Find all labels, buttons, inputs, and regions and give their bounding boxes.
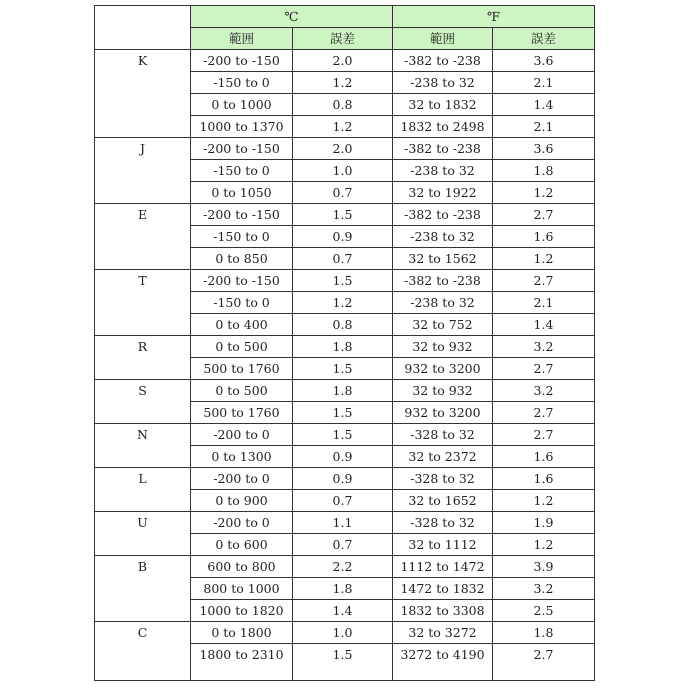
fahrenheit-error-cell: 3.2 <box>493 380 595 402</box>
table-row <box>95 556 595 578</box>
table-row <box>95 336 595 358</box>
celsius-error-cell: 1.5 <box>293 644 393 681</box>
celsius-error-cell: 0.9 <box>293 446 393 468</box>
celsius-range-cell: -200 to 0 <box>191 468 293 490</box>
celsius-error-cell: 0.9 <box>293 468 393 490</box>
fahrenheit-range-cell: -382 to -238 <box>393 270 493 292</box>
celsius-error-cell: 0.7 <box>293 248 393 270</box>
thermocouple-type: C <box>95 622 191 681</box>
fahrenheit-range-cell: 1832 to 2498 <box>393 116 493 138</box>
fahrenheit-error-cell: 3.6 <box>493 138 595 160</box>
celsius-error-cell: 1.1 <box>293 512 393 534</box>
celsius-range-cell: -150 to 0 <box>191 160 293 182</box>
table-row <box>95 468 595 490</box>
table-row <box>95 204 595 226</box>
celsius-error-cell: 1.2 <box>293 292 393 314</box>
celsius-range-cell: 800 to 1000 <box>191 578 293 600</box>
fahrenheit-range-cell: -382 to -238 <box>393 204 493 226</box>
fahrenheit-error-cell: 1.4 <box>493 314 595 336</box>
fahrenheit-error-cell: 2.7 <box>493 270 595 292</box>
fahrenheit-error-cell: 2.1 <box>493 72 595 94</box>
celsius-error-cell: 2.2 <box>293 556 393 578</box>
table-row <box>95 50 595 72</box>
fahrenheit-error-cell: 2.7 <box>493 644 595 681</box>
celsius-error-cell: 0.8 <box>293 94 393 116</box>
fahrenheit-range-cell: 1112 to 1472 <box>393 556 493 578</box>
celsius-error-cell: 1.2 <box>293 72 393 94</box>
celsius-range-cell: -150 to 0 <box>191 226 293 248</box>
celsius-error-cell: 0.8 <box>293 314 393 336</box>
fahrenheit-error-cell: 2.5 <box>493 600 595 622</box>
fahrenheit-error-cell: 1.9 <box>493 512 595 534</box>
fahrenheit-error-cell: 3.2 <box>493 578 595 600</box>
fahrenheit-range-cell: 32 to 932 <box>393 336 493 358</box>
thermocouple-type: E <box>95 204 191 270</box>
fahrenheit-range-cell: -238 to 32 <box>393 160 493 182</box>
fahrenheit-error-cell: 1.2 <box>493 248 595 270</box>
fahrenheit-range-cell: 1472 to 1832 <box>393 578 493 600</box>
fahrenheit-error-cell: 2.7 <box>493 402 595 424</box>
fahrenheit-error-cell: 1.4 <box>493 94 595 116</box>
celsius-range-cell: 0 to 500 <box>191 380 293 402</box>
fahrenheit-range-cell: 32 to 932 <box>393 380 493 402</box>
celsius-range-cell: 0 to 1000 <box>191 94 293 116</box>
celsius-range-cell: 0 to 1050 <box>191 182 293 204</box>
celsius-range-cell: 1000 to 1820 <box>191 600 293 622</box>
celsius-range-cell: -200 to -150 <box>191 270 293 292</box>
celsius-error-cell: 1.5 <box>293 424 393 446</box>
fahrenheit-error-cell: 1.2 <box>493 534 595 556</box>
celsius-error-header: 誤差 <box>293 28 393 50</box>
fahrenheit-range-cell: 3272 to 4190 <box>393 644 493 681</box>
celsius-range-cell: 500 to 1760 <box>191 358 293 380</box>
fahrenheit-error-cell: 3.6 <box>493 50 595 72</box>
thermocouple-type: B <box>95 556 191 622</box>
celsius-range-cell: -200 to 0 <box>191 512 293 534</box>
fahrenheit-range-cell: 32 to 1562 <box>393 248 493 270</box>
fahrenheit-range-cell: 32 to 1922 <box>393 182 493 204</box>
unit-header-row <box>95 6 595 28</box>
celsius-range-cell: 0 to 850 <box>191 248 293 270</box>
celsius-range-cell: -200 to -150 <box>191 204 293 226</box>
fahrenheit-error-header: 誤差 <box>493 28 595 50</box>
fahrenheit-range-cell: -238 to 32 <box>393 292 493 314</box>
celsius-error-cell: 1.2 <box>293 116 393 138</box>
fahrenheit-error-cell: 2.7 <box>493 358 595 380</box>
type-header-cell <box>95 6 191 50</box>
table-body <box>95 50 595 681</box>
fahrenheit-error-cell: 1.8 <box>493 622 595 644</box>
celsius-error-cell: 1.8 <box>293 578 393 600</box>
celsius-range-cell: 1000 to 1370 <box>191 116 293 138</box>
celsius-range-cell: 0 to 600 <box>191 534 293 556</box>
fahrenheit-range-cell: 32 to 1112 <box>393 534 493 556</box>
celsius-error-cell: 1.5 <box>293 358 393 380</box>
fahrenheit-error-cell: 1.6 <box>493 446 595 468</box>
celsius-range-cell: -200 to -150 <box>191 138 293 160</box>
fahrenheit-range-header: 範囲 <box>393 28 493 50</box>
thermocouple-type: N <box>95 424 191 468</box>
fahrenheit-error-cell: 1.6 <box>493 468 595 490</box>
celsius-error-cell: 0.7 <box>293 490 393 512</box>
celsius-range-cell: 0 to 500 <box>191 336 293 358</box>
thermocouple-type: S <box>95 380 191 424</box>
fahrenheit-header: ℉ <box>393 6 595 28</box>
fahrenheit-range-cell: 1832 to 3308 <box>393 600 493 622</box>
celsius-header: ℃ <box>191 6 393 28</box>
fahrenheit-range-cell: 932 to 3200 <box>393 358 493 380</box>
celsius-error-cell: 1.8 <box>293 380 393 402</box>
celsius-range-cell: -200 to -150 <box>191 50 293 72</box>
celsius-range-cell: 1800 to 2310 <box>191 644 293 681</box>
fahrenheit-range-cell: 32 to 752 <box>393 314 493 336</box>
celsius-error-cell: 2.0 <box>293 138 393 160</box>
celsius-range-cell: -150 to 0 <box>191 292 293 314</box>
celsius-range-cell: 0 to 1800 <box>191 622 293 644</box>
fahrenheit-error-cell: 2.1 <box>493 292 595 314</box>
table-row <box>95 380 595 402</box>
celsius-range-cell: 600 to 800 <box>191 556 293 578</box>
thermocouple-type: R <box>95 336 191 380</box>
table-row <box>95 512 595 534</box>
table-row <box>95 622 595 644</box>
celsius-error-cell: 2.0 <box>293 50 393 72</box>
table-row <box>95 270 595 292</box>
celsius-range-cell: -150 to 0 <box>191 72 293 94</box>
fahrenheit-range-cell: -328 to 32 <box>393 512 493 534</box>
celsius-error-cell: 0.7 <box>293 534 393 556</box>
celsius-range-cell: 500 to 1760 <box>191 402 293 424</box>
fahrenheit-range-cell: -328 to 32 <box>393 468 493 490</box>
thermocouple-type: J <box>95 138 191 204</box>
fahrenheit-error-cell: 3.9 <box>493 556 595 578</box>
celsius-error-cell: 1.4 <box>293 600 393 622</box>
fahrenheit-range-cell: 32 to 1652 <box>393 490 493 512</box>
thermocouple-type: K <box>95 50 191 138</box>
table-row <box>95 424 595 446</box>
celsius-error-cell: 1.5 <box>293 270 393 292</box>
fahrenheit-range-cell: 32 to 2372 <box>393 446 493 468</box>
thermocouple-type: U <box>95 512 191 556</box>
celsius-range-header: 範囲 <box>191 28 293 50</box>
thermocouple-type: L <box>95 468 191 512</box>
table-row <box>95 138 595 160</box>
fahrenheit-range-cell: -238 to 32 <box>393 72 493 94</box>
fahrenheit-range-cell: 32 to 3272 <box>393 622 493 644</box>
fahrenheit-range-cell: -382 to -238 <box>393 138 493 160</box>
fahrenheit-range-cell: -382 to -238 <box>393 50 493 72</box>
celsius-error-cell: 1.5 <box>293 204 393 226</box>
fahrenheit-error-cell: 2.1 <box>493 116 595 138</box>
celsius-error-cell: 1.0 <box>293 622 393 644</box>
fahrenheit-range-cell: 932 to 3200 <box>393 402 493 424</box>
celsius-range-cell: 0 to 1300 <box>191 446 293 468</box>
thermocouple-error-table <box>94 5 595 681</box>
fahrenheit-range-cell: -328 to 32 <box>393 424 493 446</box>
fahrenheit-error-cell: 1.2 <box>493 490 595 512</box>
fahrenheit-range-cell: -238 to 32 <box>393 226 493 248</box>
fahrenheit-range-cell: 32 to 1832 <box>393 94 493 116</box>
fahrenheit-error-cell: 3.2 <box>493 336 595 358</box>
fahrenheit-error-cell: 2.7 <box>493 424 595 446</box>
celsius-range-cell: -200 to 0 <box>191 424 293 446</box>
celsius-error-cell: 1.0 <box>293 160 393 182</box>
fahrenheit-error-cell: 1.2 <box>493 182 595 204</box>
celsius-range-cell: 0 to 900 <box>191 490 293 512</box>
fahrenheit-error-cell: 2.7 <box>493 204 595 226</box>
celsius-range-cell: 0 to 400 <box>191 314 293 336</box>
celsius-error-cell: 0.7 <box>293 182 393 204</box>
celsius-error-cell: 0.9 <box>293 226 393 248</box>
thermocouple-type: T <box>95 270 191 336</box>
celsius-error-cell: 1.8 <box>293 336 393 358</box>
fahrenheit-error-cell: 1.8 <box>493 160 595 182</box>
fahrenheit-error-cell: 1.6 <box>493 226 595 248</box>
celsius-error-cell: 1.5 <box>293 402 393 424</box>
